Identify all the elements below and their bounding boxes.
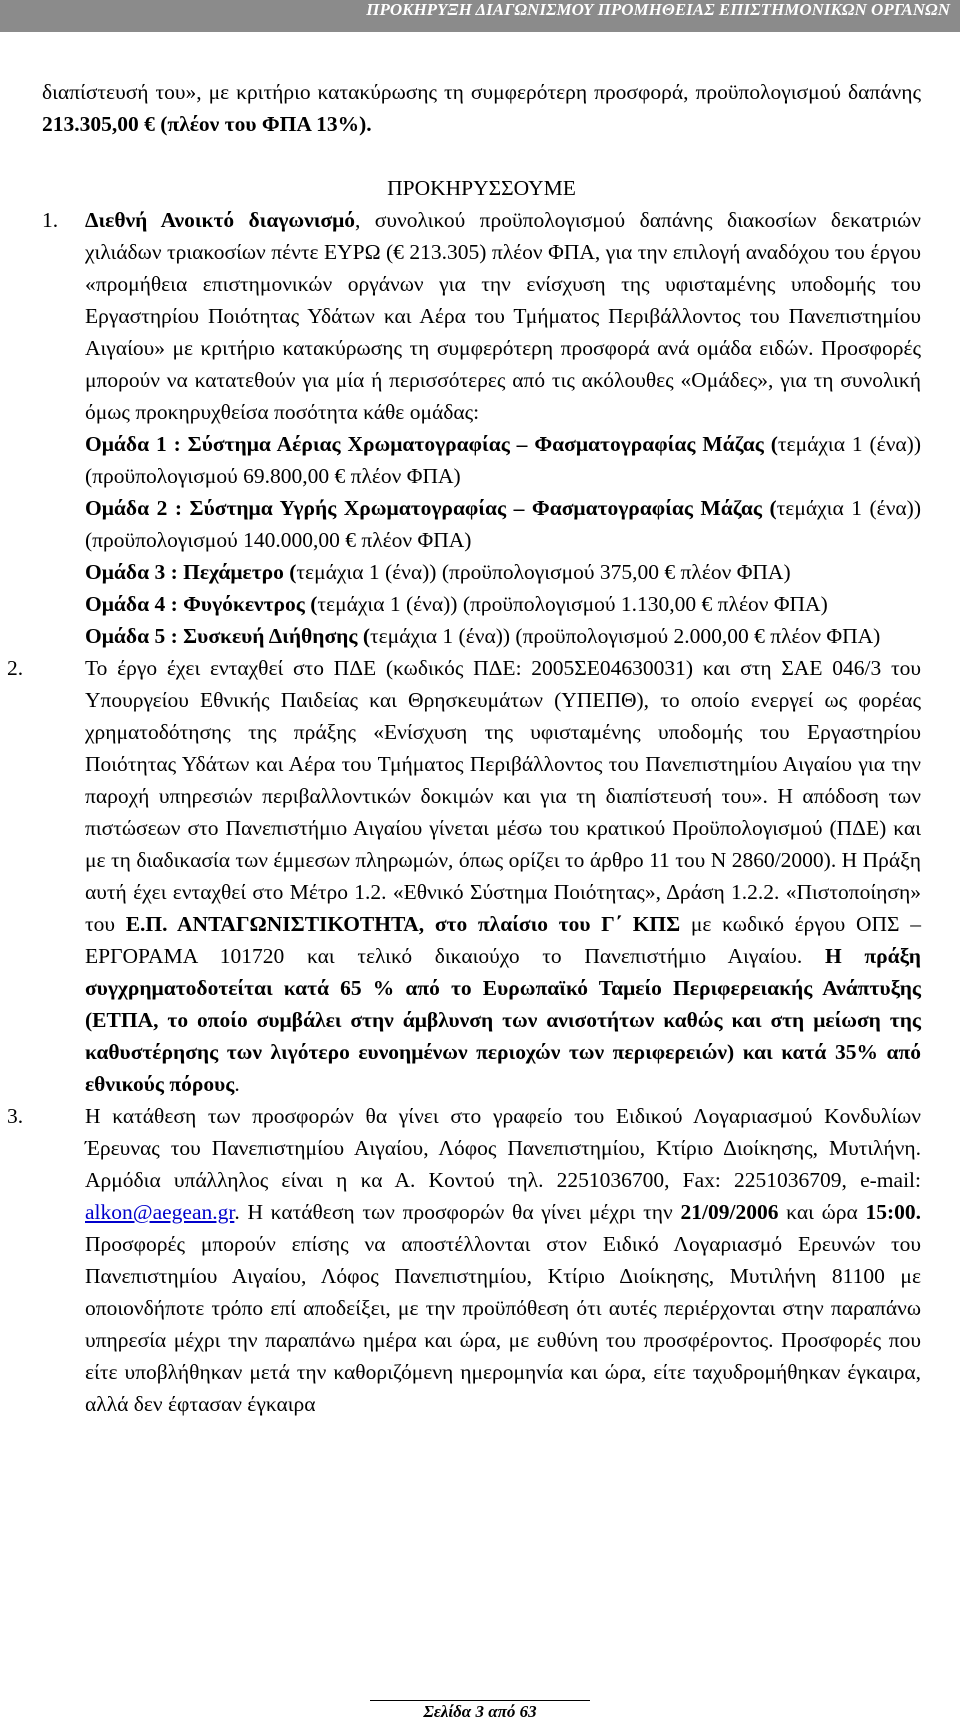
group-3-details: τεμάχια 1 (ένα)) (προϋπολογισμού 375,00 € πλέον ΦΠΑ) [296,560,791,584]
group-5-details: τεμάχια 1 (ένα)) (προϋπολογισμού 2.000,00 € πλέον ΦΠΑ) [370,624,881,648]
group-2-title: Ομάδα 2 : Σύστημα Υγρής Χρωματογραφίας – Φασματογραφίας Μάζας ( [85,496,777,520]
group-5-title: Ομάδα 5 : Συσκευή Διήθησης ( [85,624,370,648]
footer-divider [370,1700,590,1701]
page-number: Σελίδα 3 από 63 [423,1702,537,1721]
group-4 [85,588,921,620]
header-title: ΠΡΟΚΗΡΥΞΗ ΔΙΑΓΩΝΙΣΜΟΥ ΠΡΟΜΗΘΕΙΑΣ ΕΠΙΣΤΗΜΟΝΙΚΩΝ ΟΡΓΑΝΩΝ [366,0,950,19]
item-2-text [85,652,921,1100]
item-2-funding: Η πράξη συγχρηματοδοτείται κατά 65 % από το Ευρωπαϊκό Ταμείο Περιφερειακής Ανάπτυξης (ΕΤΠΑ, το οποίο συμβάλει στην άμβλυνση των ανισοτήτων καθώς και στη μείωση της καθυστέρησης των λιγότερο ευνοημένων περιοχών των περιφερειών) και κατά 35% από εθνικούς πόρους [85,944,921,1096]
item-1-text [85,204,921,428]
group-3 [85,556,921,588]
item-3-body-2: . Η κατάθεση των προσφορών θα γίνει μέχρι την [234,1200,681,1224]
group-2 [85,492,921,556]
item-3-number: 3. [7,1104,24,1128]
item-2-body-2: με κωδικό έργου ΟΠΣ – ΕΡΓΟΡΑΜΑ 101720 και τελικό δικαιούχο το Πανεπιστήμιο Αιγαίου. [85,912,921,968]
item-2-end: . [234,1072,240,1096]
deadline-time: 15:00. [865,1200,921,1224]
page-header [0,0,960,32]
item-2 [7,652,921,1100]
item-3-body-4: Προσφορές μπορούν επίσης να αποστέλλονται στον Ειδικό Λογαριασμό Ερευνών του Πανεπιστημίου Αιγαίου, Λόφος Πανεπιστημίου, Κτίριο Διοίκησης, Μυτιλήνη 81100 με οποιονδήποτε τρόπο επί αποδείξει, με την προϋπόθεση ότι αυτές περιέρχονται στην παραπάνω υπηρεσία μέχρι την παραπάνω ημέρα και ώρα, με ευθύνη του προσφέροντος. Προσφορές που είτε υποβλήθηκαν μετά την καθοριζόμενη ημερομηνία και ώρα, είτε ταχυδρομήθηκαν έγκαιρα, αλλά δεν έφτασαν έγκαιρα [85,1232,921,1416]
intro-paragraph [42,76,921,140]
email-link[interactable]: alkon@aegean.gr [85,1200,235,1224]
group-1-details: τεμάχια 1 (ένα)) (προϋπολογισμού 69.800,00 € πλέον ΦΠΑ) [85,432,922,488]
page-footer [0,1702,960,1722]
document-body [7,76,922,1420]
item-2-body: Το έργο έχει ενταχθεί στο ΠΔΕ (κωδικός ΠΔΕ: 2005ΣΕ04630031) και στη ΣΑΕ 046/3 του Υπουργείου Εθνικής Παιδείας και Θρησκευμάτων (ΥΠΕΠΘ), το οποίο ενεργεί ως φορέας χρηματοδότησης της πράξης «Ενίσχυση της υφισταμένης υποδομής του Εργαστηρίου Ποιότητας Υδάτων και Αέρα του Τμήματος Περιβάλλοντος του Πανεπιστημίου Αιγαίου για την παροχή υπηρεσιών περιβαλλοντικών δοκιμών και για τη διαπίστευσή του». Η απόδοση των πιστώσεων στο Πανεπιστήμιο Αιγαίου γίνεται μέσω του κρατικού Προϋπολογισμού (ΠΔΕ) και με τη διαδικασία των έμμεσων πληρωμών, όπως ορίζει το άρθρο 11 του Ν 2860/2000). Η Πράξη αυτή έχει ενταχθεί στο Μέτρο 1.2. «Εθνικό Σύστημα Ποιότητας», Δράση 1.2.2. «Πιστοποίηση» του [85,656,921,936]
item-1-body: , συνολικού προϋπολογισμού δαπάνης διακοσίων δεκατριών χιλιάδων τριακοσίων πέντε ΕΥΡΩ (€ 213.305) πλέον ΦΠΑ, για την επιλογή αναδόχου του έργου «προμήθεια επιστημονικών οργάνων για την ενίσχυση της υφισταμένης υποδομής του Εργαστηρίου Ποιότητας Υδάτων και Αέρα του Τμήματος Περιβάλλοντος του Πανεπιστημίου Αιγαίου» με κριτήριο κατακύρωσης τη συμφερότερη προσφορά ανά ομάδα ειδών. Προσφορές μπορούν να κατατεθούν για μία ή περισσότερες από τις ακόλουθες «Ομάδες», για τη συνολική όμως προκηρυχθείσα ποσότητα κάθε ομάδας: [85,208,921,424]
group-5 [85,620,921,652]
group-1 [85,428,921,492]
intro-text: διαπίστευσή του», με κριτήριο κατακύρωσης τη συμφερότερη προσφορά, προϋπολογισμού δαπάνης [42,80,921,104]
item-1-lead: Διεθνή Ανοικτό διαγωνισμό [85,208,356,232]
item-2-program: Ε.Π. ΑΝΤΑΓΩΝΙΣΤΙΚΟΤΗΤΑ, στο πλαίσιο του Γ΄ ΚΠΣ [125,912,681,936]
group-3-title: Ομάδα 3 : Πεχάμετρο ( [85,560,297,584]
group-1-title: Ομάδα 1 : Σύστημα Αέριας Χρωματογραφίας – Φασματογραφίας Μάζας ( [85,432,778,456]
item-3-text [85,1100,921,1420]
group-4-details: τεμάχια 1 (ένα)) (προϋπολογισμού 1.130,00 € πλέον ΦΠΑ) [317,592,828,616]
heading: ΠΡΟΚΗΡΥΣΣΟΥΜΕ [387,176,576,200]
deadline-date: 21/09/2006 [680,1200,779,1224]
item-1-number: 1. [42,208,59,232]
item-3-body: Η κατάθεση των προσφορών θα γίνει στο γραφείο του Ειδικού Λογαριασμού Κονδυλίων Έρευνας του Πανεπιστημίου Αιγαίου, Λόφος Πανεπιστημίου, Κτίριο Διοίκησης, Μυτιλήνη. Αρμόδια υπάλληλος είναι η κα Α. Κοντού τηλ. 2251036700, Fax: 2251036709, e-mail: [85,1104,921,1192]
group-4-title: Ομάδα 4 : Φυγόκεντρος ( [85,592,318,616]
group-2-details: τεμάχια 1 (ένα)) (προϋπολογισμού 140.000,00 € πλέον ΦΠΑ) [85,496,921,552]
item-1 [42,204,921,652]
intro-amount: 213.305,00 € (πλέον του ΦΠΑ 13%). [42,112,372,136]
item-2-number: 2. [7,656,24,680]
item-3 [7,1100,921,1420]
item-3-body-3: και ώρα [778,1200,866,1224]
